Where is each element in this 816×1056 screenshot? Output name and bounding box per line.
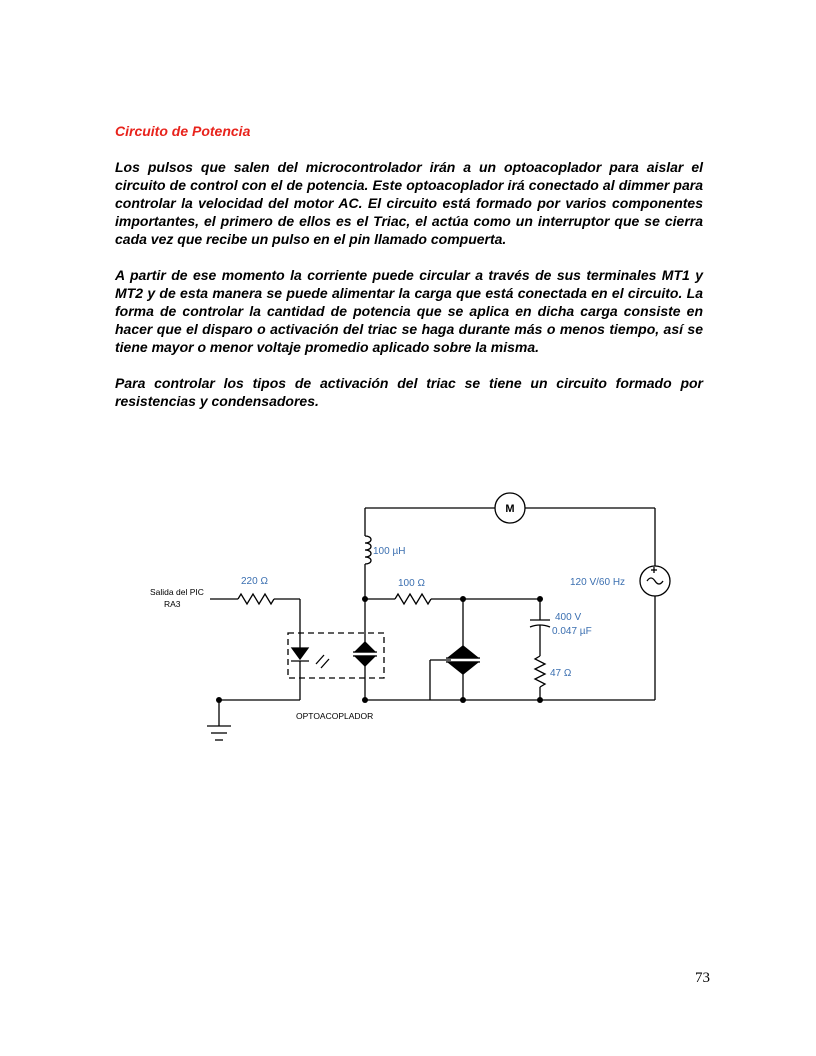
label-r-gate: 100 Ω <box>398 578 425 589</box>
paragraph-1: Los pulsos que salen del microcontrolador irán a un optoacoplador para aislar el circuito de control con el de potencia. Este optoacoplador irá conectado al dimmer para controlar la velocidad del motor AC. El circuito está formado por varios componentes importantes, el primero de ellos es el Triac, el actúa como un interruptor que se cierra cada vez que recibe un pulso en el pin llamado compuerta. <box>115 159 703 247</box>
page-number: 73 <box>695 970 710 986</box>
paragraph-2: A partir de ese momento la corriente puede circular a través de sus terminales MT1 y MT2 y de esta manera se puede alimentar la carga que está conectada en el circuito. La forma de controlar la cantidad de potencia que se aplica en dicha carga consiste en hacer que el disparo o activación del triac se haga durante más o menos tiempo, así se tiene mayor o menor voltaje promedio aplicado sobre la misma. <box>115 267 703 355</box>
section-title: Circuito de Potencia <box>115 123 251 139</box>
text-body <box>115 122 703 428</box>
label-source: 120 V/60 Hz <box>570 577 626 588</box>
label-cap-value: 0.047 µF <box>552 626 592 637</box>
label-input-line2: RA3 <box>164 599 181 609</box>
label-r-input: 220 Ω <box>241 576 268 587</box>
paragraph-3: Para controlar los tipos de activación del triac se tiene un circuito formado por resistencias y condensadores. <box>115 375 703 409</box>
label-r-snubber: 47 Ω <box>550 668 572 679</box>
label-cap-voltage: 400 V <box>555 612 582 623</box>
label-motor: M <box>505 503 515 515</box>
label-input-line1: Salida del PIC <box>150 587 204 597</box>
circuit-diagram <box>130 478 690 750</box>
label-inductor: 100 µH <box>373 546 406 557</box>
label-optocoupler: OPTOACOPLADOR <box>296 711 374 721</box>
